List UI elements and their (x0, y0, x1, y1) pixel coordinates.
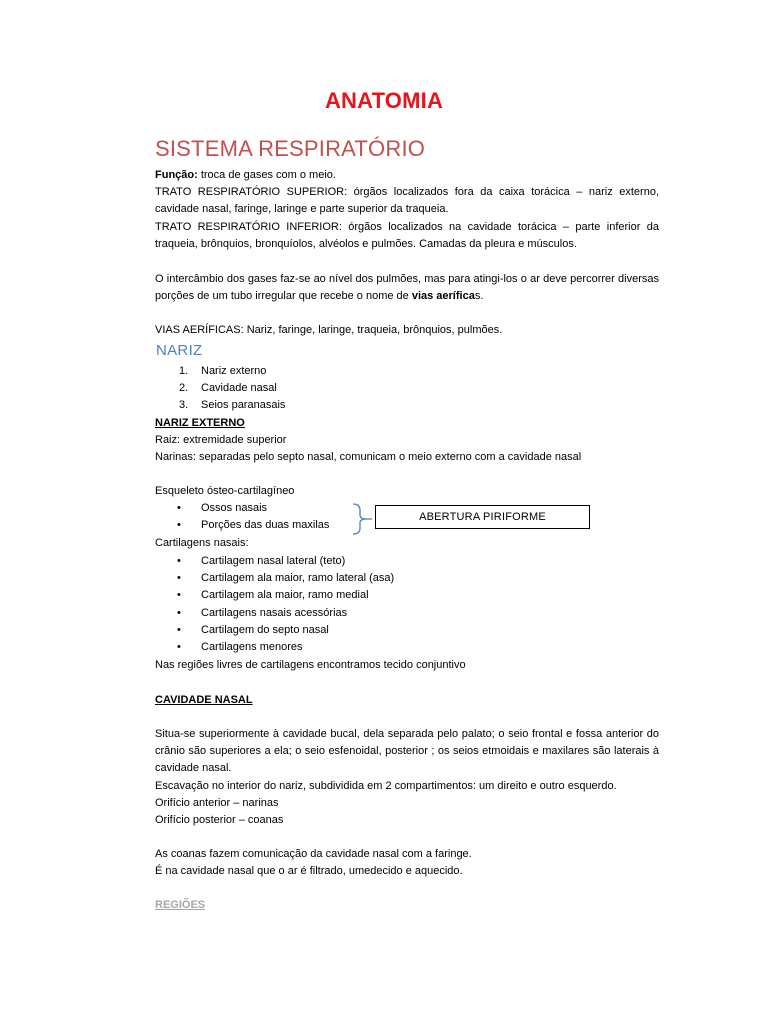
funcao-line (155, 167, 659, 184)
bullet: • (177, 572, 181, 585)
intercambio-text: O intercâmbio dos gases faz-se ao nível dos pulmões, mas para atingi-los o ar deve percorrer diversas porções de um tubo irregular que recebe o nome de (155, 273, 659, 303)
list-item-label: Cavidade nasal (201, 382, 277, 395)
list-item-label: Cartilagem ala maior, ramo medial (201, 589, 369, 602)
list-item (155, 380, 659, 397)
page-title: ANATOMIA (324, 88, 444, 113)
list-item (155, 553, 659, 570)
list-item (155, 639, 659, 656)
trato-inferior: TRATO RESPIRATÓRIO INFERIOR: órgãos localizados na cavidade torácica – parte inferior da traqueia, brônquios, bronquíolos, alvéolos e pulmões. Camadas da pleura e músculos. (155, 221, 659, 251)
bullet: • (177, 502, 181, 514)
list-item-label: Cartilagem nasal lateral (teto) (201, 555, 346, 567)
list-item (155, 587, 659, 604)
raiz-line: Raiz: extremidade superior (155, 434, 287, 446)
bullet: • (177, 606, 181, 619)
coanas-line: As coanas fazem comunicação da cavidade nasal com a faringe. (155, 848, 472, 860)
orificio-posterior-line: Orifício posterior – coanas (155, 814, 284, 826)
list-item (155, 363, 659, 380)
intercambio-paragraph (155, 271, 659, 305)
regioes-heading-text: REGIÕES (155, 899, 206, 911)
bullet: • (177, 519, 181, 532)
intercambio-end: s. (474, 290, 484, 303)
section-title: SISTEMA RESPIRATÓRIO (155, 136, 426, 161)
nariz-externo-heading (155, 415, 659, 432)
nariz-externo-heading-text: NARIZ EXTERNO (155, 417, 245, 429)
list-number: 2. (179, 382, 189, 395)
list-item-label: Cartilagens menores (201, 641, 303, 654)
cartilagens-heading: Cartilagens nasais: (155, 537, 249, 549)
regioes-livres-line: Nas regiões livres de cartilagens encontramos tecido conjuntivo (155, 659, 466, 671)
list-item-label: Nariz externo (201, 365, 267, 377)
narinas-line: Narinas: separadas pelo septo nasal, comunicam o meio externo com a cavidade nasal (155, 451, 582, 463)
esqueleto-line: Esqueleto ósteo-cartilagíneo (155, 485, 295, 497)
list-item-label: Cartilagem ala maior, ramo lateral (asa) (201, 572, 395, 585)
list-item-label: Cartilagens nasais acessórias (201, 606, 348, 619)
funcao-label: Função: (155, 169, 198, 181)
cavidade-nasal-heading (155, 692, 659, 709)
cavidade-nasal-heading-text: CAVIDADE NASAL (155, 694, 253, 706)
orificio-anterior-line: Orifício anterior – narinas (155, 797, 279, 809)
nariz-list (155, 363, 659, 415)
filtrado-line: É na cavidade nasal que o ar é filtrado, umedecido e aquecido. (155, 865, 463, 877)
list-item (155, 622, 659, 639)
bullet: • (177, 623, 181, 636)
trato-superior: TRATO RESPIRATÓRIO SUPERIOR: órgãos localizados fora da caixa torácica – nariz externo, cavidade nasal, faringe, laringe e parte superior da traqueia. (155, 186, 659, 216)
vias-aerificas: VIAS AERÍFICAS: Nariz, faringe, laringe, traqueia, brônquios, pulmões. (155, 324, 503, 336)
list-item (155, 397, 659, 414)
abertura-piriforme-label: ABERTURA PIRIFORME (419, 511, 546, 523)
list-item-label: Ossos nasais (201, 502, 268, 514)
list-item-label: Cartilagem do septo nasal (201, 623, 329, 636)
cavidade-paragraph: Situa-se superiormente à cavidade bucal, dela separada pelo palato; o seio frontal e fossa anterior do crânio são superiores a ela; o seio esfenoidal, posterior ; os seios etmoidais e maxilares são laterais à cavidade nasal. (155, 728, 659, 775)
list-number: 3. (179, 399, 189, 412)
funcao-text: troca de gases com o meio. (197, 169, 336, 181)
intercambio-bold: vias aerífica (411, 290, 475, 303)
bullet: • (177, 555, 181, 567)
bullet: • (177, 641, 181, 654)
cartilagens-list (155, 553, 659, 656)
right-brace-icon (351, 503, 373, 535)
list-item-label: Porções das duas maxilas (201, 519, 330, 532)
list-item (155, 605, 659, 622)
bullet: • (177, 589, 181, 602)
regioes-heading (155, 897, 659, 914)
abertura-piriforme-box (375, 505, 590, 529)
list-item-label: Seios paranasais (201, 399, 286, 412)
nariz-heading: NARIZ (156, 342, 203, 359)
list-item (155, 570, 659, 587)
escavacao-line: Escavação no interior do nariz, subdividida em 2 compartimentos: um direito e outro esquerdo. (155, 780, 617, 792)
list-number: 1. (179, 365, 189, 377)
